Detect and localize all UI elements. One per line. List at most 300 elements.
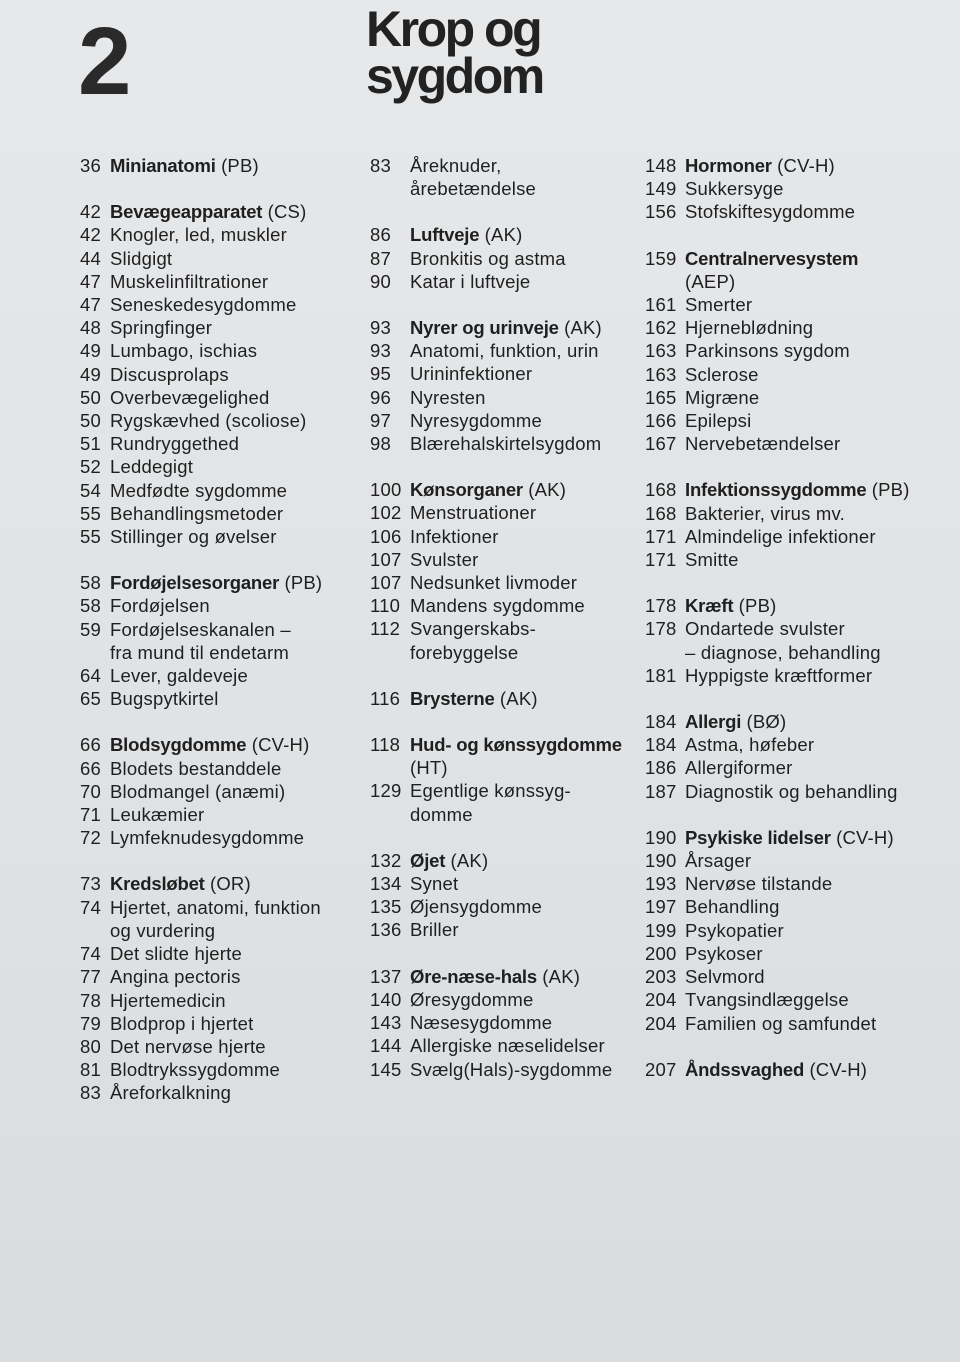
- page-number: 86: [370, 224, 391, 246]
- page-number: 204: [645, 1012, 677, 1034]
- page-number: 145: [370, 1058, 402, 1080]
- toc-entry: [80, 409, 380, 432]
- group-spacer: [645, 571, 945, 594]
- entry-title: Smitte: [685, 549, 739, 571]
- toc-entry: [370, 247, 650, 270]
- toc-entry: [645, 293, 945, 316]
- toc-entry: [370, 386, 650, 409]
- page-number: 144: [370, 1035, 402, 1057]
- toc-section-entry: [370, 223, 650, 246]
- toc-entry: [80, 896, 380, 942]
- toc-entry: [370, 362, 650, 385]
- entry-title: Fordøjelseskanalen – fra mund til endetarm: [110, 618, 291, 663]
- section-author-code: (CV-H): [771, 155, 835, 176]
- entry-title: Lymfeknudesygdomme: [110, 827, 305, 849]
- toc-section-entry: [80, 733, 380, 756]
- group-spacer: [370, 710, 650, 733]
- group-spacer: [370, 200, 650, 223]
- entry-title: Nyresten: [410, 386, 486, 408]
- toc-entry: [80, 780, 380, 803]
- section-title: Brysterne: [410, 687, 495, 709]
- page-number: 58: [80, 572, 101, 594]
- page-number: 79: [80, 1012, 101, 1034]
- toc-entry: [370, 988, 650, 1011]
- page-number: 65: [80, 688, 101, 710]
- entry-title: Migræne: [685, 386, 760, 408]
- page-number: 137: [370, 965, 402, 987]
- page-number: 48: [80, 317, 101, 339]
- page-number: 95: [370, 363, 391, 385]
- section-author-code: (AK): [494, 687, 538, 709]
- page-number: 135: [370, 896, 402, 918]
- page-number: 73: [80, 873, 101, 895]
- page-number: 72: [80, 827, 101, 849]
- page-number: 50: [80, 386, 101, 408]
- page-number: 64: [80, 665, 101, 687]
- page-number: 58: [80, 595, 101, 617]
- entry-title: Rundryggethed: [110, 433, 240, 455]
- chapter-title-line-2: sygdom: [366, 48, 543, 104]
- entry-title: Øjensygdomme: [410, 896, 542, 918]
- entry-title: Behandlingsmetoder: [110, 502, 284, 524]
- entry-title: Blodets bestanddele: [110, 757, 282, 779]
- toc-section-entry: [80, 872, 380, 895]
- toc-entry: [370, 617, 650, 663]
- toc-entry: [370, 779, 650, 825]
- entry-title: Hyppigste kræftformer: [685, 664, 873, 686]
- group-spacer: [80, 710, 380, 733]
- entry-title: Smerter: [685, 294, 753, 316]
- section-heading: [410, 849, 488, 872]
- toc-section-entry: [645, 478, 945, 501]
- toc-entry: [80, 1058, 380, 1081]
- group-spacer: [370, 293, 650, 316]
- toc-column-1: [80, 154, 380, 1105]
- section-title: Nyrer og urinveje: [410, 317, 559, 339]
- section-author-code: (CS): [262, 201, 307, 223]
- page-number: 42: [80, 224, 101, 246]
- page-number: 83: [80, 1082, 101, 1104]
- toc-entry: [370, 918, 650, 941]
- entry-title: Leukæmier: [110, 804, 205, 826]
- toc-section-entry: [80, 571, 380, 594]
- entry-title: Infektioner: [410, 525, 499, 547]
- entry-title: Muskelinfiltrationer: [110, 270, 269, 292]
- section-author-code: (AK): [445, 849, 489, 871]
- toc-entry: [80, 293, 380, 316]
- entry-title: Egentlige kønssyg- domme: [410, 780, 571, 825]
- toc-entry: [370, 409, 650, 432]
- section-title: Kredsløbet: [110, 873, 205, 895]
- section-heading: [110, 200, 306, 223]
- section-heading: [110, 733, 309, 756]
- group-spacer: [645, 455, 945, 478]
- entry-title: Familien og samfundet: [685, 1012, 877, 1034]
- toc-entry: [370, 895, 650, 918]
- entry-title: Seneskedesygdomme: [110, 294, 297, 316]
- section-heading: [685, 710, 786, 733]
- group-spacer: [645, 224, 945, 247]
- toc-entry: [370, 501, 650, 524]
- page-number: 162: [645, 317, 677, 339]
- entry-title: Åreknuder, årebetændelse: [410, 155, 537, 200]
- toc-entry: [645, 177, 945, 200]
- page-number: 136: [370, 919, 402, 941]
- page-number: 171: [645, 549, 677, 571]
- entry-title: Almindelige infektioner: [685, 525, 876, 547]
- toc-section-entry: [370, 849, 650, 872]
- section-author-code: (CV-H): [830, 826, 894, 848]
- section-author-code: (AK): [479, 224, 523, 246]
- toc-entry: [645, 988, 945, 1011]
- page-number: 44: [80, 247, 101, 269]
- entry-title: Lumbago, ischias: [110, 340, 258, 362]
- entry-title: Allergiformer: [685, 757, 793, 779]
- chapter-title-line-1: Krop og: [366, 1, 541, 57]
- group-spacer: [80, 548, 380, 571]
- section-author-code: (AK): [536, 965, 581, 987]
- page-number: 51: [80, 433, 101, 455]
- toc-entry: [645, 872, 945, 895]
- page-number: 187: [645, 780, 677, 802]
- page-number: 47: [80, 270, 101, 292]
- page-number: 190: [645, 850, 677, 872]
- toc-entry: [80, 386, 380, 409]
- toc-section-entry: [645, 1058, 945, 1081]
- page-number: 118: [370, 734, 401, 756]
- page-number: 78: [80, 989, 101, 1011]
- page-number: 190: [645, 826, 677, 848]
- entry-title: Bugspytkirtel: [110, 688, 219, 710]
- toc-entry: [80, 1081, 380, 1104]
- page-number: 149: [645, 178, 677, 200]
- toc-entry: [370, 594, 650, 617]
- section-heading: [685, 594, 776, 617]
- entry-title: Hjerneblødning: [685, 317, 814, 339]
- toc-entry: [80, 316, 380, 339]
- page-number: 66: [80, 734, 101, 756]
- entry-title: Bronkitis og astma: [410, 247, 566, 269]
- page-number: 96: [370, 386, 391, 408]
- entry-title: Briller: [410, 919, 459, 941]
- toc-entry: [80, 223, 380, 246]
- section-title: Kønsorganer: [410, 479, 523, 501]
- toc-column-3: [645, 154, 945, 1081]
- toc-entry: [645, 363, 945, 386]
- entry-title: Svælg(Hals)-sygdomme: [410, 1058, 613, 1080]
- page-number: 204: [645, 989, 677, 1011]
- page-number: 140: [370, 988, 402, 1010]
- page-number: 184: [645, 711, 677, 733]
- toc-entry: [370, 432, 650, 455]
- entry-title: Parkinsons sygdom: [685, 340, 850, 362]
- toc-entry: [645, 733, 945, 756]
- toc-entry: [645, 965, 945, 988]
- toc-entry: [370, 1034, 650, 1057]
- toc-entry: [80, 1012, 380, 1035]
- group-spacer: [370, 942, 650, 965]
- page-number: 97: [370, 409, 391, 431]
- toc-entry: [645, 895, 945, 918]
- page-number: 197: [645, 896, 677, 918]
- toc-entry: [80, 270, 380, 293]
- section-author-code: (PB): [866, 479, 910, 501]
- section-title: Kræft: [685, 595, 734, 617]
- group-spacer: [80, 849, 380, 872]
- page-number: 36: [80, 155, 101, 176]
- entry-title: Psykoser: [685, 942, 763, 964]
- entry-title: Stillinger og øvelser: [110, 526, 277, 548]
- toc-entry: [645, 432, 945, 455]
- section-heading: [685, 478, 910, 501]
- entry-title: Sukkersyge: [685, 178, 784, 200]
- entry-title: Det slidte hjerte: [110, 943, 242, 965]
- chapter-number: 2: [78, 8, 128, 115]
- entry-title: Lever, galdeveje: [110, 665, 248, 687]
- section-heading: [110, 872, 251, 895]
- section-title: Bevægeapparatet: [110, 201, 263, 223]
- page-number: 98: [370, 433, 391, 455]
- entry-title: Epilepsi: [685, 410, 752, 432]
- page-number: 50: [80, 410, 101, 432]
- toc-entry: [370, 872, 650, 895]
- page-number: 168: [645, 502, 677, 524]
- toc-entry: [80, 455, 380, 478]
- page-number: 186: [645, 757, 677, 779]
- toc-entry: [80, 803, 380, 826]
- toc-entry: [80, 594, 380, 617]
- entry-title: Diagnostik og behandling: [685, 780, 898, 802]
- page-number: 193: [645, 873, 677, 895]
- section-title: Hormoner: [685, 155, 772, 176]
- entry-title: Hjertemedicin: [110, 989, 226, 1011]
- entry-title: Medfødte sygdomme: [110, 479, 288, 501]
- group-spacer: [370, 664, 650, 687]
- entry-title: Mandens sygdomme: [410, 595, 585, 617]
- entry-title: Discusprolaps: [110, 363, 229, 385]
- page-number: 129: [370, 780, 402, 802]
- toc-entry: [645, 339, 945, 362]
- page-number: 168: [645, 479, 677, 501]
- page-number: 184: [645, 734, 677, 756]
- toc-entry: [645, 664, 945, 687]
- entry-title: Sclerose: [685, 363, 759, 385]
- toc-entry: [370, 339, 650, 362]
- entry-title: Synet: [410, 873, 459, 895]
- page-number: 181: [645, 664, 677, 686]
- toc-section-entry: [370, 965, 650, 988]
- toc-entry: [80, 363, 380, 386]
- page-number: 54: [80, 479, 101, 501]
- entry-title: Svangerskabs- forebyggelse: [410, 618, 536, 663]
- section-heading: [685, 1058, 867, 1081]
- toc-entry: [645, 316, 945, 339]
- page-number: 161: [645, 294, 677, 316]
- section-author-code: (PB): [733, 595, 777, 617]
- page-number: 178: [645, 618, 677, 640]
- section-author-code: (PB): [215, 155, 259, 176]
- page-number: 83: [370, 155, 391, 176]
- entry-title: Allergiske næselidelser: [410, 1035, 605, 1057]
- page-number: 81: [80, 1059, 101, 1081]
- toc-entry: [645, 849, 945, 872]
- page-number: 93: [370, 340, 391, 362]
- page-number: 203: [645, 966, 677, 988]
- section-title: Allergi: [685, 711, 742, 733]
- section-heading: [410, 478, 566, 501]
- entry-title: Slidgigt: [110, 247, 173, 269]
- section-title: Øre-næse-hals: [410, 965, 537, 987]
- section-title: Hud- og kønssygdomme: [410, 734, 622, 756]
- section-title: Åndssvaghed: [685, 1058, 805, 1080]
- toc-entry: [370, 1011, 650, 1034]
- entry-title: Næsesygdomme: [410, 1012, 553, 1034]
- page-number: 166: [645, 410, 677, 432]
- toc-entry: [80, 1035, 380, 1058]
- entry-title: Blodtrykssygdomme: [110, 1059, 280, 1081]
- toc-entry: [645, 548, 945, 571]
- page-number: 77: [80, 966, 101, 988]
- toc-entry: [80, 339, 380, 362]
- page-number: 110: [370, 595, 401, 617]
- toc-section-entry: [645, 594, 945, 617]
- entry-title: Stofskiftesygdomme: [685, 201, 856, 223]
- page-number: 49: [80, 363, 101, 385]
- page-number: 42: [80, 201, 101, 223]
- page-number: 207: [645, 1058, 677, 1080]
- toc-column-2: [370, 154, 650, 1081]
- entry-title: Springfinger: [110, 317, 213, 339]
- toc-section-entry: [645, 247, 945, 293]
- page-number: 167: [645, 433, 677, 455]
- toc-section-entry: [645, 154, 945, 177]
- page-number: 200: [645, 942, 677, 964]
- entry-title: Blodprop i hjertet: [110, 1012, 254, 1034]
- page-number: 74: [80, 943, 101, 965]
- entry-title: Svulster: [410, 548, 479, 570]
- page-number: 55: [80, 526, 101, 548]
- section-author-code: (BØ): [741, 711, 787, 733]
- group-spacer: [645, 803, 945, 826]
- page-number: 93: [370, 317, 391, 339]
- page-number: 106: [370, 525, 402, 547]
- section-title: Minianatomi: [110, 155, 216, 176]
- entry-title: Nedsunket livmoder: [410, 572, 578, 594]
- group-spacer: [370, 826, 650, 849]
- toc-entry: [645, 502, 945, 525]
- page-number: 171: [645, 525, 677, 547]
- section-heading: [410, 733, 622, 779]
- entry-title: Katar i luftveje: [410, 270, 531, 292]
- toc-entry: [80, 247, 380, 270]
- page-number: 107: [370, 572, 402, 594]
- toc-entry: [645, 525, 945, 548]
- toc-entry: [80, 432, 380, 455]
- page-number: 159: [645, 247, 677, 269]
- entry-title: Fordøjelsen: [110, 595, 210, 617]
- entry-title: Leddegigt: [110, 456, 194, 478]
- group-spacer: [80, 177, 380, 200]
- page-number: 80: [80, 1035, 101, 1057]
- toc-entry: [645, 617, 945, 663]
- toc-entry: [645, 200, 945, 223]
- entry-title: Ondartede svulster – diagnose, behandling: [685, 618, 881, 663]
- section-heading: [410, 687, 538, 710]
- entry-title: Øresygdomme: [410, 988, 534, 1010]
- page-number: 55: [80, 502, 101, 524]
- toc-section-entry: [370, 478, 650, 501]
- page-number: 116: [370, 687, 401, 709]
- page-number: 90: [370, 270, 391, 292]
- group-spacer: [370, 455, 650, 478]
- entry-title: Bakterier, virus mv.: [685, 502, 845, 524]
- entry-title: Selvmord: [685, 966, 765, 988]
- section-title: Luftveje: [410, 224, 480, 246]
- toc-entry: [370, 1058, 650, 1081]
- page-number: 47: [80, 294, 101, 316]
- section-heading: [685, 247, 858, 293]
- entry-title: Knogler, led, muskler: [110, 224, 287, 246]
- toc-section-entry: [80, 154, 380, 177]
- toc-entry: [645, 409, 945, 432]
- entry-title: Astma, høfeber: [685, 734, 815, 756]
- section-author-code: (HT): [410, 757, 448, 779]
- section-author-code: (AK): [522, 479, 567, 501]
- toc-section-entry: [645, 826, 945, 849]
- page-number: 71: [80, 804, 101, 826]
- entry-title: Nervøse tilstande: [685, 873, 833, 895]
- toc-entry: [80, 965, 380, 988]
- section-heading: [685, 154, 835, 177]
- entry-title: Psykopatier: [685, 919, 784, 941]
- section-heading: [685, 826, 894, 849]
- entry-title: Nyresygdomme: [410, 409, 542, 431]
- entry-title: Det nervøse hjerte: [110, 1035, 266, 1057]
- page-number: 163: [645, 363, 677, 385]
- toc-entry: [80, 618, 380, 664]
- toc-entry: [80, 757, 380, 780]
- page-number: 112: [370, 618, 401, 640]
- page-number: 107: [370, 548, 402, 570]
- toc-entry: [370, 270, 650, 293]
- page-number: 163: [645, 340, 677, 362]
- entry-title: Rygskævhed (scoliose): [110, 410, 307, 432]
- page-number: 132: [370, 849, 402, 871]
- section-title: Psykiske lidelser: [685, 826, 831, 848]
- toc-entry: [370, 154, 650, 200]
- toc-entry: [80, 479, 380, 502]
- section-author-code: (CV-H): [246, 734, 310, 756]
- toc-entry: [645, 780, 945, 803]
- page-number: 143: [370, 1012, 402, 1034]
- toc-entry: [80, 525, 380, 548]
- page-number: 87: [370, 247, 391, 269]
- section-title: Blodsygdomme: [110, 734, 247, 756]
- section-author-code: (OR): [204, 873, 251, 895]
- section-heading: [110, 571, 322, 594]
- toc-entry: [80, 664, 380, 687]
- toc-section-entry: [80, 200, 380, 223]
- section-title: Fordøjelsesorganer: [110, 572, 280, 594]
- toc-entry: [80, 826, 380, 849]
- page-number: 59: [80, 618, 101, 640]
- page-number: 102: [370, 502, 402, 524]
- entry-title: Årsager: [685, 850, 752, 872]
- toc-entry: [80, 942, 380, 965]
- toc-entry: [80, 687, 380, 710]
- section-heading: [410, 316, 602, 339]
- page-number: 165: [645, 386, 677, 408]
